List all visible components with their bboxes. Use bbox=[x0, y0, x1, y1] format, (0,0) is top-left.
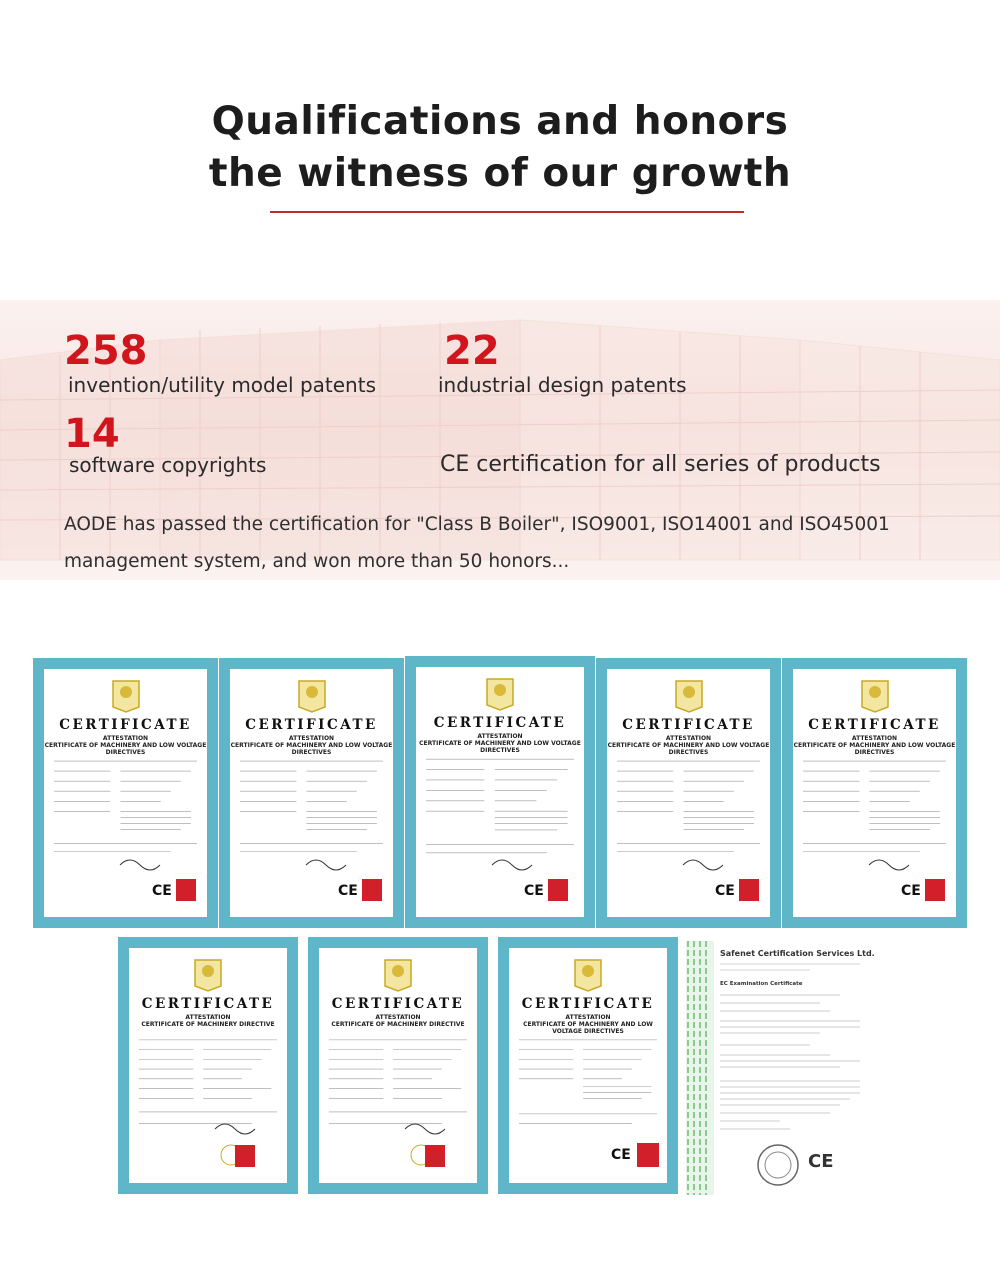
certificate-body-text bbox=[236, 757, 387, 858]
udem-logo-icon bbox=[672, 677, 706, 713]
certificate-image bbox=[219, 658, 404, 928]
stat-label-patents: invention/utility model patents bbox=[68, 373, 376, 397]
green-stripe-decoration bbox=[686, 941, 720, 1195]
certificate-attestation: ATTESTATION bbox=[375, 1014, 421, 1021]
stat-label-design: industrial design patents bbox=[438, 373, 687, 397]
certificate-attestation: ATTESTATION bbox=[102, 735, 149, 742]
certificate-attestation: ATTESTATION bbox=[477, 733, 523, 740]
stat-number-software: 14 bbox=[64, 411, 120, 457]
title-underline bbox=[270, 211, 744, 213]
ce-mark: CE bbox=[808, 1151, 834, 1172]
title-line-1: Qualifications and honors bbox=[211, 99, 789, 144]
certificate-attestation: ATTESTATION bbox=[185, 1014, 231, 1021]
certificate-attestation: ATTESTATION bbox=[851, 735, 898, 742]
certificate-body-text bbox=[515, 1036, 661, 1133]
stat-label-software: software copyrights bbox=[69, 453, 267, 477]
certificate-directive: CERTIFICATE OF MACHINERY AND LOW VOLTAGE DIRECTIVES bbox=[607, 742, 770, 756]
certificate-image bbox=[405, 656, 595, 928]
udem-logo-icon bbox=[381, 956, 415, 992]
certificate-title: CERTIFICATE bbox=[622, 717, 755, 733]
udem-logo-icon bbox=[109, 677, 143, 713]
certificate-directive: CERTIFICATE OF MACHINERY AND LOW VOLTAGE DIRECTIVES bbox=[793, 742, 956, 756]
title-line-2: the witness of our growth bbox=[208, 151, 792, 196]
stat-number-design: 22 bbox=[444, 328, 500, 374]
svg-text:CE: CE bbox=[611, 1147, 631, 1163]
certificate-body-text bbox=[50, 757, 201, 858]
safenet-document-title: EC Examination Certificate bbox=[720, 981, 803, 987]
certificate-image bbox=[596, 658, 781, 928]
certificate-attestation: ATTESTATION bbox=[288, 735, 335, 742]
certificate-seals bbox=[515, 1121, 665, 1173]
svg-text:CE: CE bbox=[338, 883, 358, 899]
certificate-body-text bbox=[422, 755, 578, 859]
certificate-seals bbox=[236, 855, 386, 907]
certificate-seals bbox=[50, 855, 200, 907]
svg-text:CE: CE bbox=[901, 883, 921, 899]
certificate-body-text bbox=[135, 1036, 281, 1133]
certificate-title: CERTIFICATE bbox=[521, 996, 655, 1012]
certificate-directive: CERTIFICATE OF MACHINERY AND LOW VOLTAGE DIRECTIVES bbox=[44, 742, 207, 756]
certificate-directive: CERTIFICATE OF MACHINERY AND LOW VOLTAGE DIRECTIVES bbox=[230, 742, 393, 756]
certificate-seals bbox=[325, 1121, 475, 1173]
certificate-title: CERTIFICATE bbox=[433, 715, 567, 731]
safenet-certificate bbox=[686, 941, 884, 1195]
certificate-image bbox=[308, 937, 488, 1194]
certificate-seals bbox=[135, 1121, 285, 1173]
certificate-seals bbox=[613, 855, 763, 907]
certificate-seals bbox=[422, 855, 572, 907]
certificate-title: CERTIFICATE bbox=[141, 996, 275, 1012]
safenet-address-text bbox=[720, 961, 870, 977]
certificate-directive: CERTIFICATE OF MACHINERY DIRECTIVE bbox=[331, 1021, 465, 1028]
certificate-directive: CERTIFICATE OF MACHINERY AND LOW VOLTAGE DIRECTIVES bbox=[419, 740, 581, 754]
certificate-title: CERTIFICATE bbox=[808, 717, 941, 733]
certificate-image bbox=[33, 658, 218, 928]
certificate-title: CERTIFICATE bbox=[59, 717, 192, 733]
page-title bbox=[0, 96, 1000, 200]
certificate-directive: CERTIFICATE OF MACHINERY DIRECTIVE bbox=[141, 1021, 275, 1028]
certificate-seals bbox=[799, 855, 949, 907]
certificate-body-text bbox=[325, 1036, 471, 1133]
certificate-body-text bbox=[799, 757, 950, 858]
udem-logo-icon bbox=[295, 677, 329, 713]
udem-logo-icon bbox=[483, 675, 517, 711]
svg-text:CE: CE bbox=[524, 883, 544, 899]
description-text: AODE has passed the certification for "Class B Boiler", ISO9001, ISO14001 and ISO45001 management system, and won more than 50 honors... bbox=[64, 514, 890, 572]
certificate-attestation: ATTESTATION bbox=[565, 1014, 611, 1021]
svg-text:CE: CE bbox=[715, 883, 735, 899]
certificate-title: CERTIFICATE bbox=[331, 996, 465, 1012]
safenet-seal-icon bbox=[756, 1143, 800, 1187]
certificate-image bbox=[498, 937, 678, 1194]
certificate-attestation: ATTESTATION bbox=[665, 735, 712, 742]
stat-number-patents: 258 bbox=[64, 328, 148, 374]
certificate-image bbox=[782, 658, 967, 928]
svg-text:CE: CE bbox=[152, 883, 172, 899]
certificate-directive: CERTIFICATE OF MACHINERY AND LOW VOLTAGE DIRECTIVES bbox=[523, 1021, 653, 1035]
certificate-image bbox=[118, 937, 298, 1194]
certificate-title: CERTIFICATE bbox=[245, 717, 378, 733]
safenet-body-text bbox=[720, 991, 870, 1141]
safenet-company-name: Safenet Certification Services Ltd. bbox=[720, 949, 875, 958]
ce-certification-text: CE certification for all series of products bbox=[440, 452, 881, 477]
certificate-body-text bbox=[613, 757, 764, 858]
udem-logo-icon bbox=[858, 677, 892, 713]
udem-logo-icon bbox=[191, 956, 225, 992]
udem-logo-icon bbox=[571, 956, 605, 992]
